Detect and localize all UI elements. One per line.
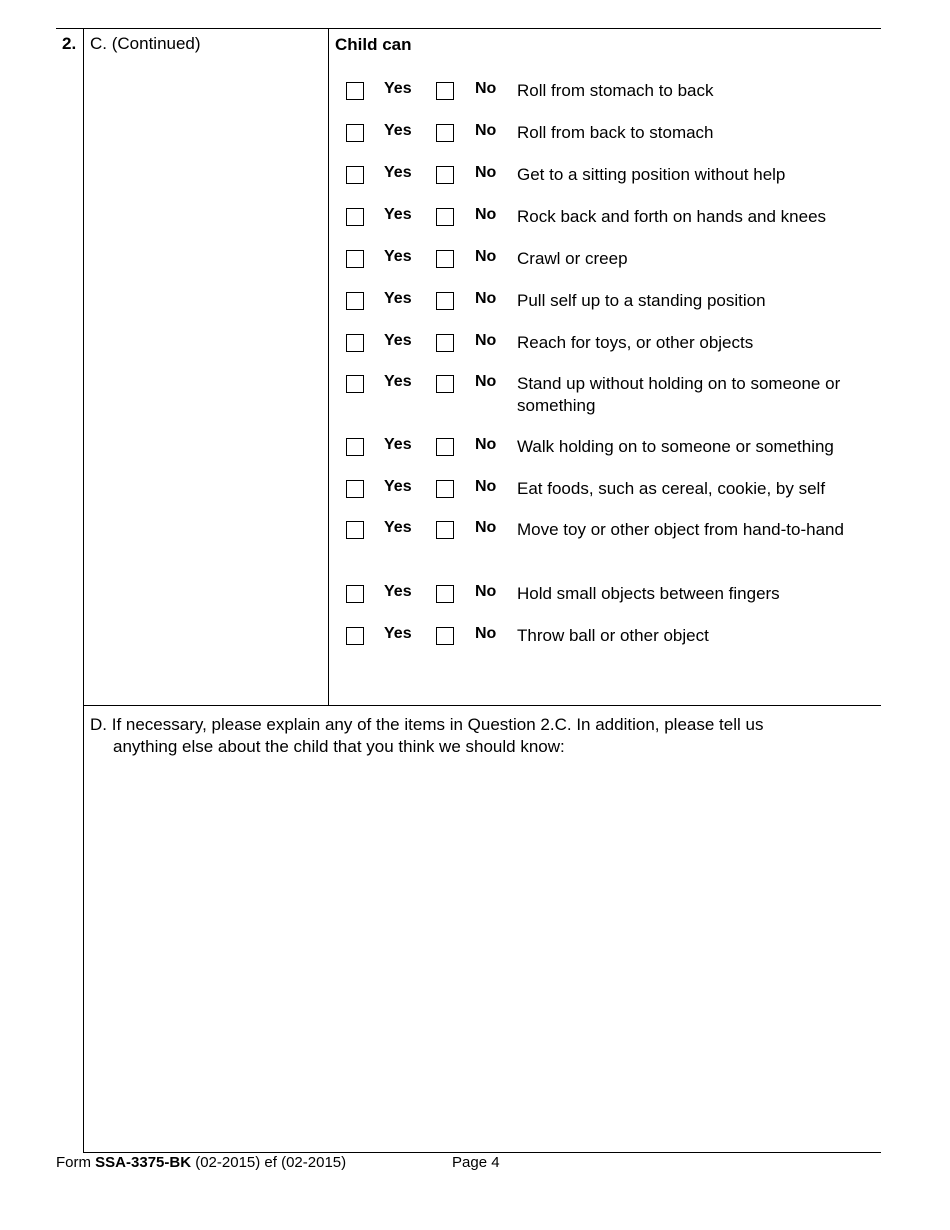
bottom-rule [83, 1152, 881, 1153]
yes-checkbox[interactable] [346, 627, 364, 645]
no-label: No [475, 80, 497, 97]
no-label: No [475, 332, 497, 349]
yes-label: Yes [384, 164, 412, 181]
yes-label: Yes [384, 478, 412, 495]
question-number: 2. [62, 34, 77, 53]
yes-checkbox[interactable] [346, 375, 364, 393]
no-label: No [475, 164, 497, 181]
no-checkbox[interactable] [436, 585, 454, 603]
yes-checkbox[interactable] [346, 166, 364, 184]
yes-checkbox[interactable] [346, 124, 364, 142]
top-rule [56, 28, 881, 29]
middle-column-rule [328, 28, 329, 705]
yes-checkbox[interactable] [346, 438, 364, 456]
form-edition: (02-2015) ef (02-2015) [191, 1154, 347, 1171]
yes-label: Yes [384, 290, 412, 307]
yes-checkbox[interactable] [346, 292, 364, 310]
item-description: Pull self up to a standing position [517, 291, 766, 310]
yes-checkbox[interactable] [346, 334, 364, 352]
yes-label: Yes [384, 436, 412, 453]
item-description: Crawl or creep [517, 249, 628, 268]
item-description: Roll from back to stomach [517, 123, 714, 142]
item-description: Roll from stomach to back [517, 81, 714, 100]
item-description: Walk holding on to someone or something [517, 437, 834, 456]
yes-label: Yes [384, 332, 412, 349]
left-column-rule [83, 28, 84, 1152]
section-divider-rule [83, 705, 881, 706]
part-d-line-2: anything else about the child that you think we should know: [113, 737, 565, 756]
form-prefix: Form [56, 1154, 96, 1171]
item-description: Move toy or other object from hand-to-hand [517, 520, 844, 539]
yes-checkbox[interactable] [346, 250, 364, 268]
yes-checkbox[interactable] [346, 82, 364, 100]
item-description: Stand up without holding on to someone or something [517, 374, 841, 415]
item-description: Rock back and forth on hands and knees [517, 207, 827, 226]
no-checkbox[interactable] [436, 480, 454, 498]
no-checkbox[interactable] [436, 438, 454, 456]
no-label: No [475, 478, 497, 495]
no-checkbox[interactable] [436, 292, 454, 310]
no-label: No [475, 583, 497, 600]
yes-label: Yes [384, 583, 412, 600]
yes-label: Yes [384, 122, 412, 139]
item-description: Get to a sitting position without help [517, 165, 786, 184]
yes-label: Yes [384, 206, 412, 223]
no-label: No [475, 206, 497, 223]
part-d-explanation-field[interactable] [90, 765, 874, 1144]
item-description: Throw ball or other object [517, 626, 709, 645]
form-number: SSA-3375-BK [95, 1154, 192, 1171]
part-c-label: C. (Continued) [90, 34, 201, 53]
yes-checkbox[interactable] [346, 480, 364, 498]
no-label: No [475, 373, 497, 390]
no-label: No [475, 122, 497, 139]
item-description: Eat foods, such as cereal, cookie, by self [517, 479, 826, 498]
form-footer [56, 1154, 500, 1171]
no-checkbox[interactable] [436, 627, 454, 645]
yes-label: Yes [384, 80, 412, 97]
yes-label: Yes [384, 373, 412, 390]
yes-label: Yes [384, 248, 412, 265]
item-description: Reach for toys, or other objects [517, 333, 754, 352]
no-checkbox[interactable] [436, 124, 454, 142]
yes-label: Yes [384, 625, 412, 642]
no-checkbox[interactable] [436, 334, 454, 352]
part-d-line-1: D. If necessary, please explain any of the items in Question 2.C. In addition, please tell us [90, 715, 764, 734]
no-label: No [475, 625, 497, 642]
no-label: No [475, 290, 497, 307]
no-checkbox[interactable] [436, 166, 454, 184]
no-checkbox[interactable] [436, 82, 454, 100]
yes-checkbox[interactable] [346, 208, 364, 226]
no-label: No [475, 519, 497, 536]
yes-label: Yes [384, 519, 412, 536]
part-d-prompt [90, 714, 850, 758]
no-checkbox[interactable] [436, 375, 454, 393]
no-checkbox[interactable] [436, 521, 454, 539]
no-checkbox[interactable] [436, 208, 454, 226]
yes-checkbox[interactable] [346, 521, 364, 539]
item-description: Hold small objects between fingers [517, 584, 780, 603]
yes-checkbox[interactable] [346, 585, 364, 603]
page-number: Page 4 [452, 1154, 500, 1171]
child-can-heading: Child can [335, 35, 412, 54]
no-checkbox[interactable] [436, 250, 454, 268]
no-label: No [475, 248, 497, 265]
no-label: No [475, 436, 497, 453]
